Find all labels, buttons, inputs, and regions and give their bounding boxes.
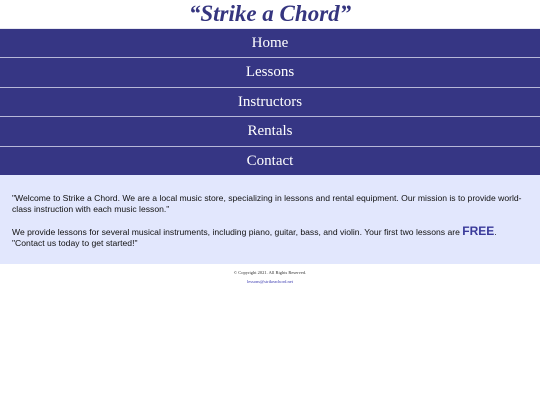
- copyright-text: © Copyright 2021. All Rights Reserved.: [233, 269, 307, 275]
- nav-item-lessons[interactable]: Lessons: [0, 57, 540, 86]
- intro-welcome-text: "Welcome to Strike a Chord. We are a local music store, specializing in lessons and rental equipment. Our mission is to provide world-class instruction with each music lesson.": [12, 192, 522, 214]
- nav-list: [0, 28, 540, 175]
- nav-item-home[interactable]: Home: [0, 28, 540, 57]
- intro-lessons-text: [12, 223, 528, 249]
- site-title: “Strike a Chord”: [188, 1, 352, 26]
- intro-section: [0, 175, 540, 264]
- intro-lessons-text-start: We provide lessons for several musical instruments, including piano, guitar, bass, and violin. Your first two lessons are: [12, 226, 463, 237]
- intro-lessons-text-end: . "Contact us today to get started!": [12, 226, 497, 248]
- contact-email-link[interactable]: lessons@strikeachord.net: [246, 278, 293, 284]
- nav-item-rentals[interactable]: Rentals: [0, 116, 540, 145]
- free-highlight: FREE: [462, 223, 495, 238]
- site-header: [0, 0, 540, 28]
- nav-item-instructors[interactable]: Instructors: [0, 87, 540, 116]
- site-footer: [0, 264, 540, 286]
- nav-item-contact[interactable]: Contact: [0, 146, 540, 175]
- main-nav: [0, 28, 540, 175]
